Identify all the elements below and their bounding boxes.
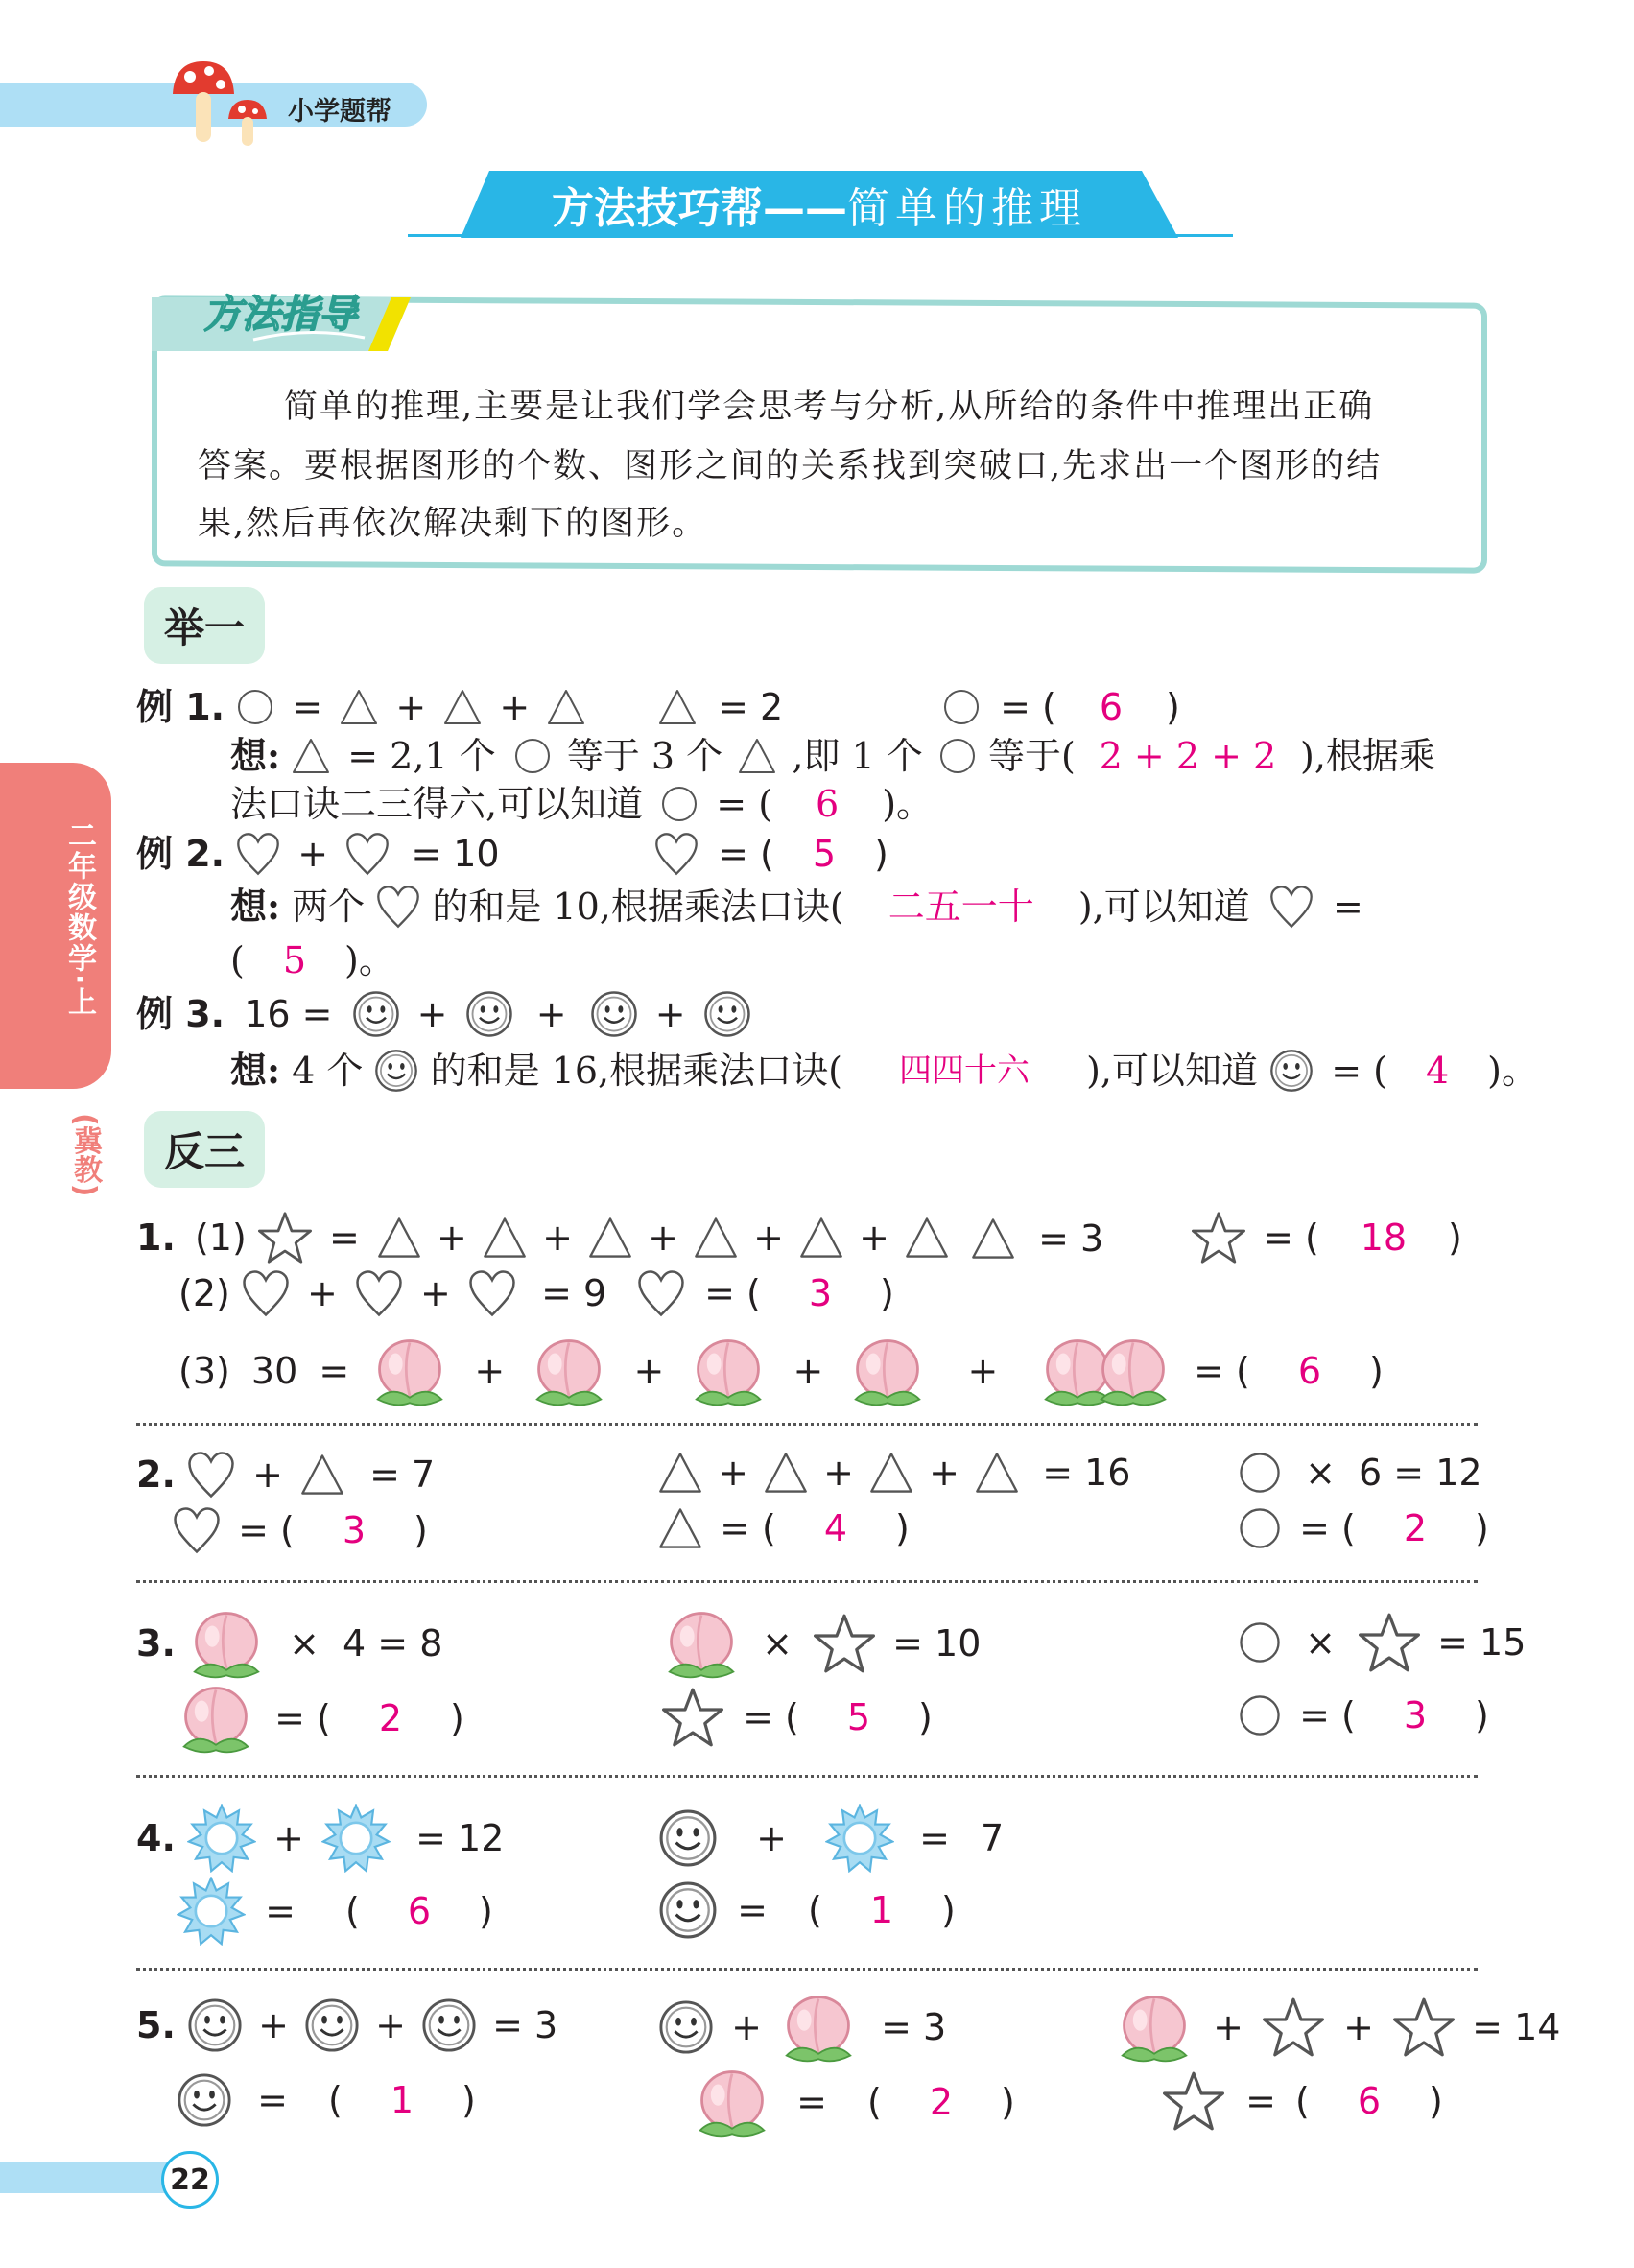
triangle-icon — [483, 1216, 527, 1260]
equation-result: = 15 — [1437, 1621, 1527, 1664]
think-text: ),可以知道 — [1077, 886, 1250, 928]
example-1-given — [658, 686, 783, 726]
smiley-icon — [465, 990, 513, 1038]
smiley-icon — [1269, 1049, 1314, 1093]
think-text: = ( — [1331, 1050, 1387, 1092]
problem-3-c — [1238, 1612, 1526, 1673]
answer-close: ) — [1369, 1350, 1384, 1392]
think-text: 的和是 10,根据乘法口诀( — [432, 886, 844, 928]
answer-close: ) — [895, 1507, 910, 1549]
sub-label: (2) — [178, 1272, 230, 1314]
answer-close: ) — [874, 833, 888, 875]
guide-badge-swoosh — [251, 326, 367, 345]
problem-1-label: 1. — [136, 1217, 176, 1259]
triangle-value: = 2 — [718, 685, 784, 728]
equation-result: 4 = 8 — [343, 1622, 443, 1665]
triangle-value: = 3 — [1038, 1217, 1104, 1260]
problem-2-a — [136, 1451, 435, 1499]
star-icon — [1263, 1996, 1324, 2058]
problem-2-label: 2. — [136, 1453, 176, 1496]
think-answer: 6 — [816, 782, 840, 825]
example-1 — [136, 686, 585, 726]
answer-close: ) — [880, 1272, 894, 1314]
plus-sign: + — [420, 1272, 451, 1314]
times-sign: × — [762, 1622, 793, 1665]
plus-sign: + — [967, 1350, 999, 1392]
problem-4-a — [136, 1804, 504, 1873]
plus-sign: + — [258, 2004, 289, 2046]
divider — [136, 1968, 1478, 1971]
heart-icon — [1269, 885, 1314, 929]
eq-sign: = — [737, 1889, 768, 1931]
answer-value: 6 — [407, 1890, 432, 1932]
answer-value: 6 — [1357, 2080, 1382, 2122]
think-text: ,即 1 个 — [792, 734, 923, 777]
answer-value: 3 — [1403, 1694, 1428, 1736]
think-text: 等于( — [987, 734, 1076, 777]
answer-close: ) — [918, 1696, 933, 1738]
triangle-icon — [738, 737, 776, 775]
think-text: = ( — [716, 782, 773, 825]
section-juyi: 举一 — [144, 587, 265, 664]
plus-sign: + — [718, 1452, 748, 1494]
guide-badge: 方法指导 — [203, 293, 357, 337]
triangle-icon — [443, 688, 482, 726]
equation-result: = 16 — [1042, 1452, 1131, 1494]
triangle-icon — [547, 688, 585, 726]
answer-open: ( — [867, 2081, 882, 2123]
plus-sign: + — [395, 685, 427, 728]
answer-close: ) — [479, 1890, 493, 1932]
answer-open: = ( — [274, 1697, 331, 1739]
guide-line-3: 果,然后再依次解决剩下的图形。 — [198, 505, 708, 543]
think-text: ),根据乘 — [1300, 734, 1435, 777]
brand-name: 小学题帮 — [288, 97, 391, 127]
answer-value: 2 — [929, 2081, 954, 2123]
sub-label: (1) — [194, 1217, 247, 1259]
answer-value: 3 — [342, 1509, 367, 1551]
problem-2-a-answer — [173, 1506, 428, 1554]
peach-icon — [1094, 1335, 1172, 1406]
answer-value: 4 — [823, 1507, 848, 1549]
peach-icon — [177, 1683, 255, 1754]
plus-sign: + — [753, 1217, 784, 1259]
example-2-think — [230, 885, 1363, 929]
side-tab-edition: (冀教) — [68, 1113, 102, 1197]
answer-open: = ( — [704, 1272, 761, 1314]
eq-sign: = — [1332, 886, 1363, 928]
answer-open: = ( — [718, 833, 774, 875]
smiley-icon — [658, 1880, 718, 1940]
sun-icon — [177, 1877, 246, 1946]
heart-icon — [236, 832, 280, 876]
answer-value: 6 — [1099, 685, 1124, 728]
answer-open: = ( — [238, 1509, 295, 1551]
problem-1-1-answer — [1192, 1211, 1462, 1264]
think-text: 法口诀二三得六,可以知道 — [230, 782, 644, 825]
answer-value: 1 — [869, 1889, 894, 1931]
example-2-think-2 — [230, 938, 395, 979]
circle-icon — [236, 688, 274, 726]
circle-icon — [942, 688, 981, 726]
smiley-icon — [658, 1999, 714, 2055]
peach-icon — [689, 1335, 768, 1406]
peach-icon — [662, 1608, 741, 1679]
problem-5-b-answer — [693, 2067, 1015, 2138]
plus-sign: + — [633, 1350, 665, 1392]
smiley-icon — [658, 1808, 718, 1868]
think-label: 想: — [230, 885, 281, 928]
think-answer: 2 + 2 + 2 — [1099, 734, 1277, 777]
answer-open: = ( — [1194, 1350, 1250, 1392]
plus-sign: + — [859, 1217, 889, 1259]
triangle-icon — [764, 1451, 808, 1495]
problem-5-a-answer — [177, 2072, 476, 2128]
plus-sign: + — [731, 2006, 762, 2048]
problem-1-1-given — [971, 1217, 1103, 1261]
plus-sign: + — [437, 1217, 467, 1259]
triangle-icon — [971, 1217, 1015, 1261]
circle-icon — [1238, 1506, 1282, 1550]
example-1-think-2 — [230, 782, 933, 823]
think-text: 两个 — [292, 886, 366, 928]
triangle-icon — [340, 688, 378, 726]
problem-1-3-answer — [1094, 1335, 1384, 1406]
heart-icon — [654, 832, 699, 876]
plus-sign: + — [307, 1272, 338, 1314]
problem-4-label: 4. — [136, 1817, 176, 1859]
sun-icon — [187, 1804, 256, 1873]
think-text: 的和是 16,根据乘法口诀( — [430, 1050, 842, 1092]
problem-3-c-answer — [1238, 1693, 1489, 1737]
problem-2-c — [1238, 1451, 1482, 1495]
eq-sign: = — [319, 1350, 350, 1392]
example-3 — [136, 990, 751, 1038]
divider — [136, 1775, 1478, 1778]
think-text: )。 — [344, 938, 395, 981]
triangle-icon — [799, 1216, 843, 1260]
problem-1-3 — [178, 1335, 1117, 1406]
problem-3-a-answer — [177, 1683, 464, 1754]
triangle-icon — [588, 1216, 632, 1260]
think-label: 想: — [230, 1049, 281, 1092]
star-icon — [1393, 1996, 1455, 2058]
mushroom-logo-icon — [165, 56, 280, 152]
answer-open: = ( — [743, 1696, 799, 1738]
plus-sign: + — [297, 833, 329, 875]
equation-result: = 14 — [1472, 2006, 1561, 2048]
plus-sign: + — [1343, 2006, 1374, 2048]
circle-icon — [1238, 1451, 1282, 1495]
answer-open: ( — [328, 2079, 343, 2121]
equation-result: 6 = 12 — [1359, 1452, 1482, 1494]
problem-3-b-answer — [662, 1687, 933, 1748]
think-text: ( — [230, 938, 245, 981]
equation-result: = 3 — [881, 2006, 947, 2048]
problem-2-c-answer — [1238, 1506, 1489, 1550]
triangle-icon — [658, 688, 697, 726]
problem-2-b — [658, 1451, 1130, 1495]
think-text: )。 — [1487, 1050, 1538, 1092]
problem-4-a-answer — [177, 1877, 493, 1946]
circle-icon — [660, 785, 699, 823]
star-icon — [662, 1687, 723, 1748]
triangle-icon — [658, 1451, 702, 1495]
circle-icon — [1238, 1693, 1282, 1737]
equation-result: = 7 — [369, 1453, 436, 1496]
answer-open: ( — [1295, 2080, 1310, 2122]
answer-value: 1 — [390, 2079, 414, 2121]
section-fansan: 反三 — [144, 1111, 265, 1188]
answer-close: ) — [414, 1509, 428, 1551]
think-text: 4 个 — [292, 1050, 364, 1092]
triangle-icon — [905, 1216, 949, 1260]
equation-result: = 3 — [492, 2004, 558, 2046]
equation-result: = 10 — [892, 1622, 982, 1665]
eq-sign: = — [329, 1217, 360, 1259]
smiley-icon — [187, 1997, 243, 2053]
think-text: ),可以知道 — [1086, 1050, 1259, 1092]
triangle-icon — [869, 1451, 913, 1495]
plus-sign: + — [375, 2004, 406, 2046]
example-2-answer — [654, 832, 888, 876]
eq-sign: = — [257, 2079, 288, 2121]
triangle-icon — [292, 737, 330, 775]
problem-3-b — [662, 1608, 981, 1679]
smiley-icon — [590, 990, 638, 1038]
example-2 — [136, 832, 500, 876]
equation-lhs: 16 = — [244, 993, 333, 1035]
problem-5-b — [658, 1992, 946, 2063]
eq-sign: = — [796, 2081, 827, 2123]
plus-sign: + — [929, 1452, 959, 1494]
page-title — [461, 171, 1178, 238]
answer-close: ) — [1475, 1507, 1489, 1549]
answer-open: = ( — [1263, 1217, 1319, 1259]
heart-icon — [173, 1506, 221, 1554]
triangle-icon — [377, 1216, 421, 1260]
star-icon — [814, 1613, 875, 1674]
problem-5-label: 5. — [136, 2004, 176, 2046]
answer-open: = ( — [1299, 1507, 1356, 1549]
sub-label: (3) — [178, 1350, 230, 1392]
problem-2-b-answer — [658, 1506, 910, 1550]
problem-1-2 — [178, 1269, 606, 1317]
answer-close: ) — [1429, 2080, 1443, 2122]
problem-1-2-answer — [637, 1269, 894, 1317]
equation-lhs: 30 — [250, 1350, 298, 1392]
answer-value: 18 — [1360, 1217, 1408, 1259]
answer-open: ( — [345, 1890, 360, 1932]
heart-icon — [187, 1451, 235, 1499]
heart-icon — [345, 832, 390, 876]
plus-sign: + — [654, 993, 686, 1035]
answer-value: 3 — [808, 1272, 833, 1314]
triangle-icon — [694, 1216, 738, 1260]
plus-sign: + — [416, 993, 448, 1035]
smiley-icon — [421, 1997, 477, 2053]
answer-value: 5 — [846, 1696, 871, 1738]
think-text: )。 — [882, 782, 934, 825]
example-3-label: 例 3. — [136, 993, 225, 1035]
problem-3-a — [136, 1608, 442, 1679]
heart-icon — [637, 1269, 685, 1317]
problem-1-1 — [136, 1211, 949, 1264]
peach-icon — [370, 1335, 449, 1406]
plus-sign: + — [252, 1453, 283, 1496]
eq-sign: = — [1245, 2080, 1276, 2122]
think-text: 等于 3 个 — [566, 734, 723, 777]
answer-value: 6 — [1297, 1350, 1322, 1392]
divider — [136, 1423, 1478, 1426]
equation-result: = 10 — [411, 833, 500, 875]
answer-close: ) — [1001, 2081, 1015, 2123]
problem-5-c-answer — [1163, 2070, 1443, 2132]
answer-close: ) — [1448, 1217, 1462, 1259]
answer-close: ) — [462, 2079, 476, 2121]
think-answer: 四四十六 — [899, 1051, 1030, 1090]
answer-value: 5 — [812, 833, 837, 875]
equation-result: = 12 — [415, 1817, 505, 1859]
answer-open: = ( — [720, 1507, 776, 1549]
heart-icon — [376, 885, 420, 929]
star-icon — [258, 1211, 312, 1264]
sun-icon — [321, 1804, 391, 1873]
problem-5-c — [1115, 1992, 1560, 2063]
example-1-label: 例 1. — [136, 685, 225, 728]
think-answer: 二五一十 — [888, 886, 1034, 928]
heart-icon — [468, 1269, 516, 1317]
example-3-think — [230, 1049, 1538, 1093]
plus-sign: + — [756, 1817, 787, 1859]
smiley-icon — [177, 2072, 232, 2128]
problem-4-b — [658, 1804, 1004, 1873]
sun-icon — [825, 1804, 894, 1873]
circle-icon — [513, 737, 552, 775]
example-1-answer — [942, 686, 1180, 726]
star-icon — [1359, 1612, 1420, 1673]
plus-sign: + — [793, 1350, 824, 1392]
problem-3-label: 3. — [136, 1622, 176, 1665]
page-number: 22 — [161, 2151, 219, 2209]
peach-icon — [848, 1335, 927, 1406]
answer-close: ) — [1475, 1694, 1489, 1736]
side-tab-grade: 二年级数学·上 — [62, 820, 96, 1018]
answer-value: 2 — [1403, 1507, 1428, 1549]
times-sign: × — [1305, 1621, 1336, 1664]
answer-open: = ( — [1299, 1694, 1356, 1736]
heart-icon — [355, 1269, 403, 1317]
example-1-think — [230, 734, 1435, 775]
peach-icon — [1115, 1992, 1194, 2063]
peach-icon — [779, 1992, 858, 2063]
plus-sign: + — [648, 1217, 678, 1259]
problem-5-a — [136, 1997, 557, 2053]
star-icon — [1163, 2070, 1224, 2132]
plus-sign: + — [823, 1452, 854, 1494]
smiley-icon — [304, 1997, 360, 2053]
eq-sign: = — [292, 685, 323, 728]
plus-sign: + — [499, 685, 531, 728]
star-icon — [1192, 1211, 1245, 1264]
triangle-icon — [658, 1506, 702, 1550]
example-2-label: 例 2. — [136, 833, 225, 875]
equation-result: = 7 — [919, 1817, 1005, 1859]
equation-result: = 9 — [541, 1272, 607, 1314]
plus-sign: + — [273, 1817, 304, 1859]
divider — [136, 1580, 1478, 1583]
smiley-icon — [374, 1049, 418, 1093]
answer-value: 2 — [378, 1697, 403, 1739]
heart-icon — [242, 1269, 290, 1317]
answer-close: ) — [450, 1697, 464, 1739]
plus-sign: + — [535, 993, 567, 1035]
triangle-icon — [975, 1451, 1019, 1495]
smiley-icon — [352, 990, 400, 1038]
answer-open: = ( — [1000, 685, 1056, 728]
peach-icon — [187, 1608, 266, 1679]
plus-sign: + — [474, 1350, 506, 1392]
answer-close: ) — [941, 1889, 956, 1931]
peach-icon — [530, 1335, 608, 1406]
plus-sign: + — [1213, 2006, 1243, 2048]
circle-icon — [1238, 1620, 1282, 1665]
plus-sign: + — [542, 1217, 573, 1259]
title-sub: 简单的推理 — [847, 184, 1087, 233]
title-main: 方法技巧帮—— — [552, 184, 847, 233]
problem-4-b-answer — [658, 1880, 956, 1940]
peach-icon — [693, 2067, 771, 2138]
times-sign: × — [289, 1622, 320, 1665]
times-sign: × — [1305, 1452, 1336, 1494]
smiley-icon — [703, 990, 751, 1038]
guide-line-2: 答案。要根据图形的个数、图形之间的关系找到突破口,先求出一个图形的结 — [198, 447, 1383, 485]
think-text: = 2,1 个 — [347, 734, 496, 777]
eq-sign: = — [265, 1890, 296, 1932]
answer-close: ) — [1166, 685, 1180, 728]
think-answer: 5 — [282, 938, 307, 981]
think-answer: 4 — [1425, 1050, 1450, 1092]
triangle-icon — [300, 1453, 344, 1497]
circle-icon — [938, 737, 977, 775]
think-label: 想: — [230, 733, 281, 777]
guide-line-1: 简单的推理,主要是让我们学会思考与分析,从所给的条件中推理出正确 — [284, 388, 1375, 426]
answer-open: ( — [808, 1889, 822, 1931]
